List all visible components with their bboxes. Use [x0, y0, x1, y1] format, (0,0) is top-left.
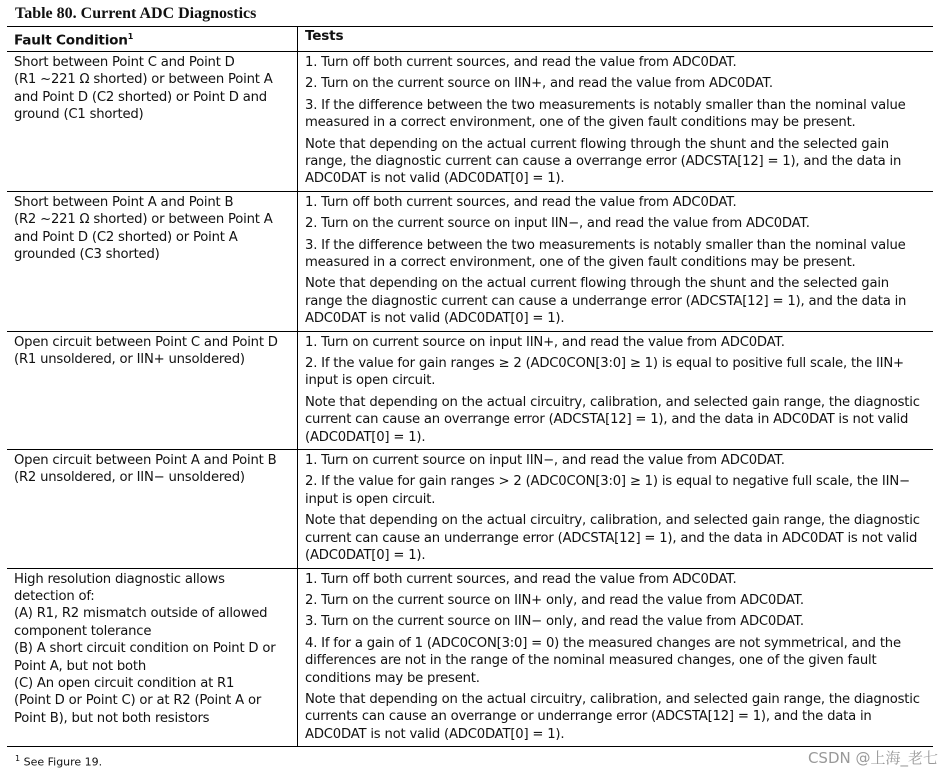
- table-row: [7, 331, 933, 449]
- footnote-text: See Figure 19.: [20, 755, 103, 769]
- test-note: Note that depending on the actual circuitry, calibration, and selected gain range, the diagnostic current can cause an underrange error (ADCSTA[12] = 1), and the data in ADC0DAT is not valid (ADC0DAT[0] = 1).: [305, 513, 920, 564]
- test-step: 2. If the value for gain ranges > 2 (ADC0CON[3:0] ≥ 1) is equal to negative full scale, the IIN− input is open circuit.: [305, 474, 910, 507]
- table-row: [7, 450, 933, 568]
- tests-cell: [298, 450, 934, 568]
- tests-cell: [298, 51, 934, 191]
- test-step: 2. Turn on the current source on input IIN−, and read the value from ADC0DAT.: [305, 216, 810, 232]
- test-step: 4. If for a gain of 1 (ADC0CON[3:0] = 0) the measured changes are not symmetrical, and the differences are not in the range of the nominal measured changes, one of the given fault conditions may be present.: [305, 635, 901, 686]
- fault-condition-text: Open circuit between Point A and Point B (R2 unsoldered, or IIN− unsoldered): [14, 453, 277, 486]
- test-note: Note that depending on the actual current flowing through the shunt and the selected gain range the diagnostic current can cause a underrange error (ADCSTA[12] = 1), and the data in ADC0DAT is not valid (ADC0DAT[0] = 1).: [305, 276, 907, 327]
- tests-cell: [298, 568, 934, 747]
- table-header-row: [7, 27, 933, 52]
- fault-condition-cell: [7, 450, 298, 568]
- footnote-ref: 1: [127, 32, 134, 41]
- test-step: 2. If the value for gain ranges ≥ 2 (ADC0CON[3:0] ≥ 1) is equal to positive full scale, the IIN+ input is open circuit.: [305, 356, 904, 389]
- test-step: 1. Turn on current source on input IIN−, and read the value from ADC0DAT.: [305, 453, 785, 469]
- fault-condition-cell: [7, 568, 298, 747]
- table-row: [7, 568, 933, 747]
- test-note: Note that depending on the actual circuitry, calibration, and selected gain range, the diagnostic currents can cause an overrange or underrange error (ADCSTA[12] = 1), and the data in ADC0DAT is not valid (ADC0DAT[0] = 1).: [305, 691, 920, 742]
- test-step: 3. If the difference between the two measurements is notably smaller than the nominal value measured in a correct environment, one of the given fault conditions may be present.: [305, 97, 906, 131]
- header-tests: Tests: [298, 27, 934, 52]
- fault-condition-text: Open circuit between Point C and Point D (R1 unsoldered, or IIN+ unsoldered): [14, 334, 278, 368]
- test-step: 2. Turn on the current source on IIN+ only, and read the value from ADC0DAT.: [305, 592, 804, 608]
- footnote: [15, 754, 102, 769]
- test-note: Note that depending on the actual current flowing through the shunt and the selected gain range, the diagnostic current can cause a overrange error (ADCSTA[12] = 1), and the data in ADC0DAT is not valid (ADC0DAT[0] = 1).: [305, 136, 902, 187]
- fault-condition-cell: [7, 51, 298, 191]
- test-step: 2. Turn on the current source on IIN+, and read the value from ADC0DAT.: [305, 76, 773, 92]
- fault-condition-text: Short between Point A and Point B (R2 ~221 Ω shorted) or between Point A and Point D (C2 shorted) or Point A grounded (C3 shorted): [14, 194, 273, 262]
- table-row: [7, 191, 933, 331]
- tests-cell: [298, 191, 934, 331]
- footnote-mark: 1: [15, 754, 21, 763]
- test-step: 1. Turn off both current sources, and read the value from ADC0DAT.: [305, 54, 737, 70]
- watermark: CSDN @上海_老七: [807, 749, 938, 767]
- fault-condition-text: Short between Point C and Point D (R1 ~221 Ω shorted) or between Point A and Point D (C2 shorted) or Point D and ground (C1 shorted): [14, 54, 273, 123]
- table-row: [7, 51, 933, 191]
- test-step: 1. Turn off both current sources, and read the value from ADC0DAT.: [305, 571, 737, 587]
- fault-condition-text: High resolution diagnostic allows detection of: (A) R1, R2 mismatch outside of allowed component tolerance (B) A short circuit condition on Point D or Point A, but not both (C) An open circuit condition at R1 (Point D or Point C) or at R2 (Point A or Point B), but not both resistors: [14, 571, 276, 726]
- fault-condition-cell: [7, 191, 298, 331]
- header-fault-label: Fault Condition: [14, 32, 128, 49]
- fault-condition-cell: [7, 331, 298, 449]
- test-step: 1. Turn off both current sources, and read the value from ADC0DAT.: [305, 194, 737, 210]
- test-note: Note that depending on the actual circuitry, calibration, and selected gain range, the diagnostic current can cause an overrange error (ADCSTA[12] = 1), and the data in ADC0DAT is not valid (ADC0DAT[0] = 1).: [305, 394, 920, 445]
- test-step: 1. Turn on current source on input IIN+, and read the value from ADC0DAT.: [305, 334, 785, 350]
- tests-cell: [298, 331, 934, 449]
- test-step: 3. If the difference between the two measurements is notably smaller than the nominal value measured in a correct environment, one of the given fault conditions may be present.: [305, 237, 906, 270]
- test-step: 3. Turn on the current source on IIN− only, and read the value from ADC0DAT.: [305, 614, 804, 630]
- diagnostics-table: [7, 26, 933, 747]
- table-title: Table 80. Current ADC Diagnostics: [15, 5, 257, 22]
- header-fault-condition: [7, 27, 298, 52]
